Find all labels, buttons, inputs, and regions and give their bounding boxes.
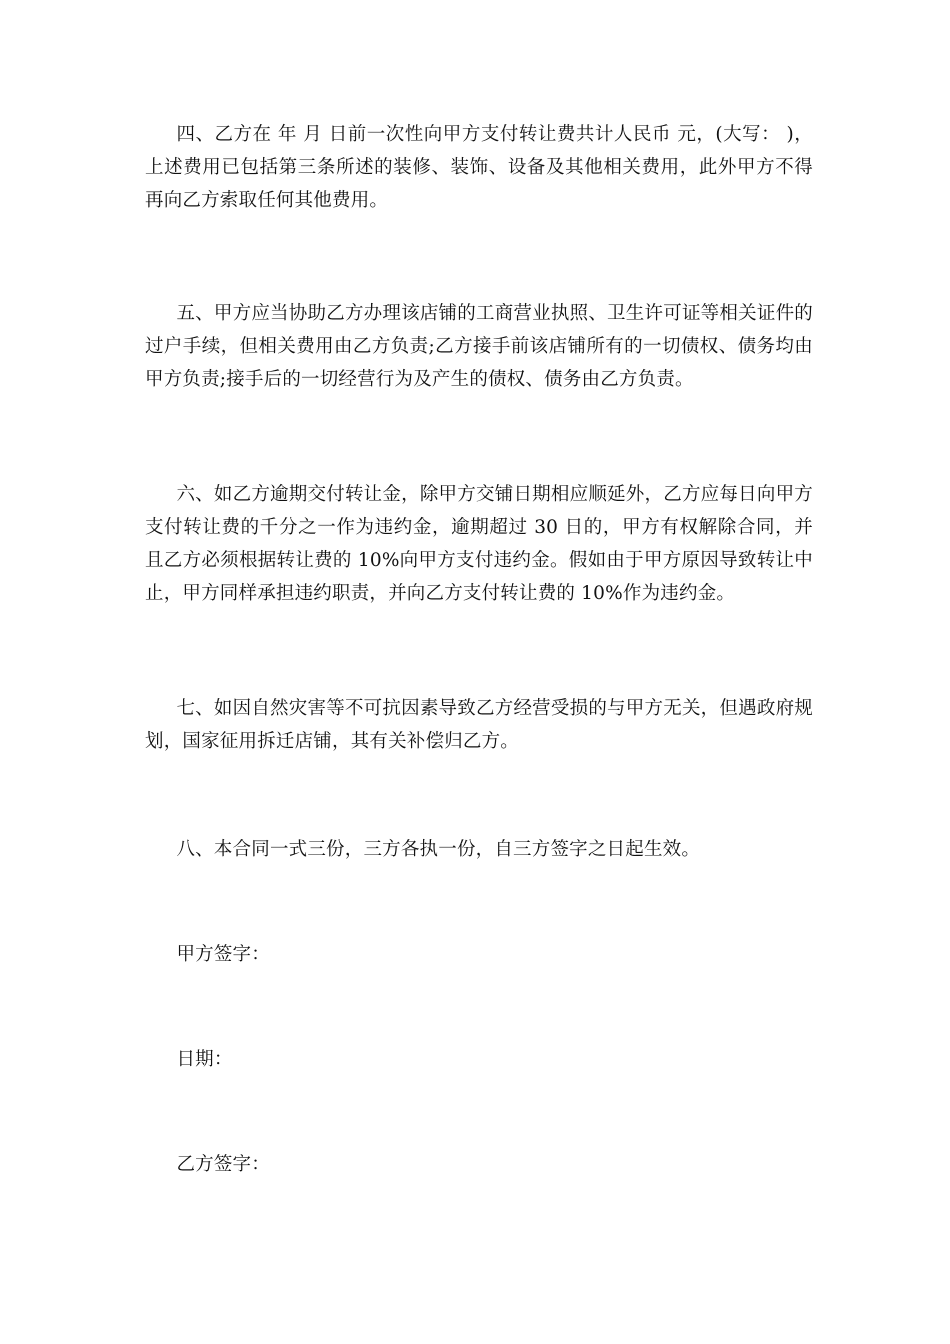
clause-5-paragraph: 五、甲方应当协助乙方办理该店铺的工商营业执照、卫生许可证等相关证件的过户手续，但相关费用由乙方负责;乙方接手前该店铺所有的一切债权、债务均由甲方负责;接手后的一切经营行为及产生的债权、债务由乙方负责。 [145,303,813,390]
party-a-signature-label: 甲方签字： [176,944,270,965]
clause-6-paragraph: 六、如乙方逾期交付转让金，除甲方交铺日期相应顺延外，乙方应每日向甲方支付转让费的千分之一作为违约金，逾期超过 30 日的，甲方有权解除合同，并且乙方必须根据转让费的 10%向甲方支付违约金。假如由于甲方原因导致转让中止，甲方同样承担违约职责，并向乙方支付转让费的 10%作为违约金。 [145,484,813,604]
clause-4-paragraph: 四、乙方在 年 月 日前一次性向甲方支付转让费共计人民币 元，(大写： )，上述费用已包括第三条所述的装修、装饰、设备及其他相关费用，此外甲方不得再向乙方索取任何其他费用。 [145,124,813,211]
clause-7-paragraph: 七、如因自然灾害等不可抗因素导致乙方经营受损的与甲方无关，但遇政府规划，国家征用拆迁店铺，其有关补偿归乙方。 [145,698,813,752]
date-label: 日期： [176,1049,233,1070]
clause-8-paragraph: 八、本合同一式三份，三方各执一份，自三方签字之日起生效。 [176,839,701,860]
party-b-signature-label: 乙方签字： [176,1154,270,1175]
